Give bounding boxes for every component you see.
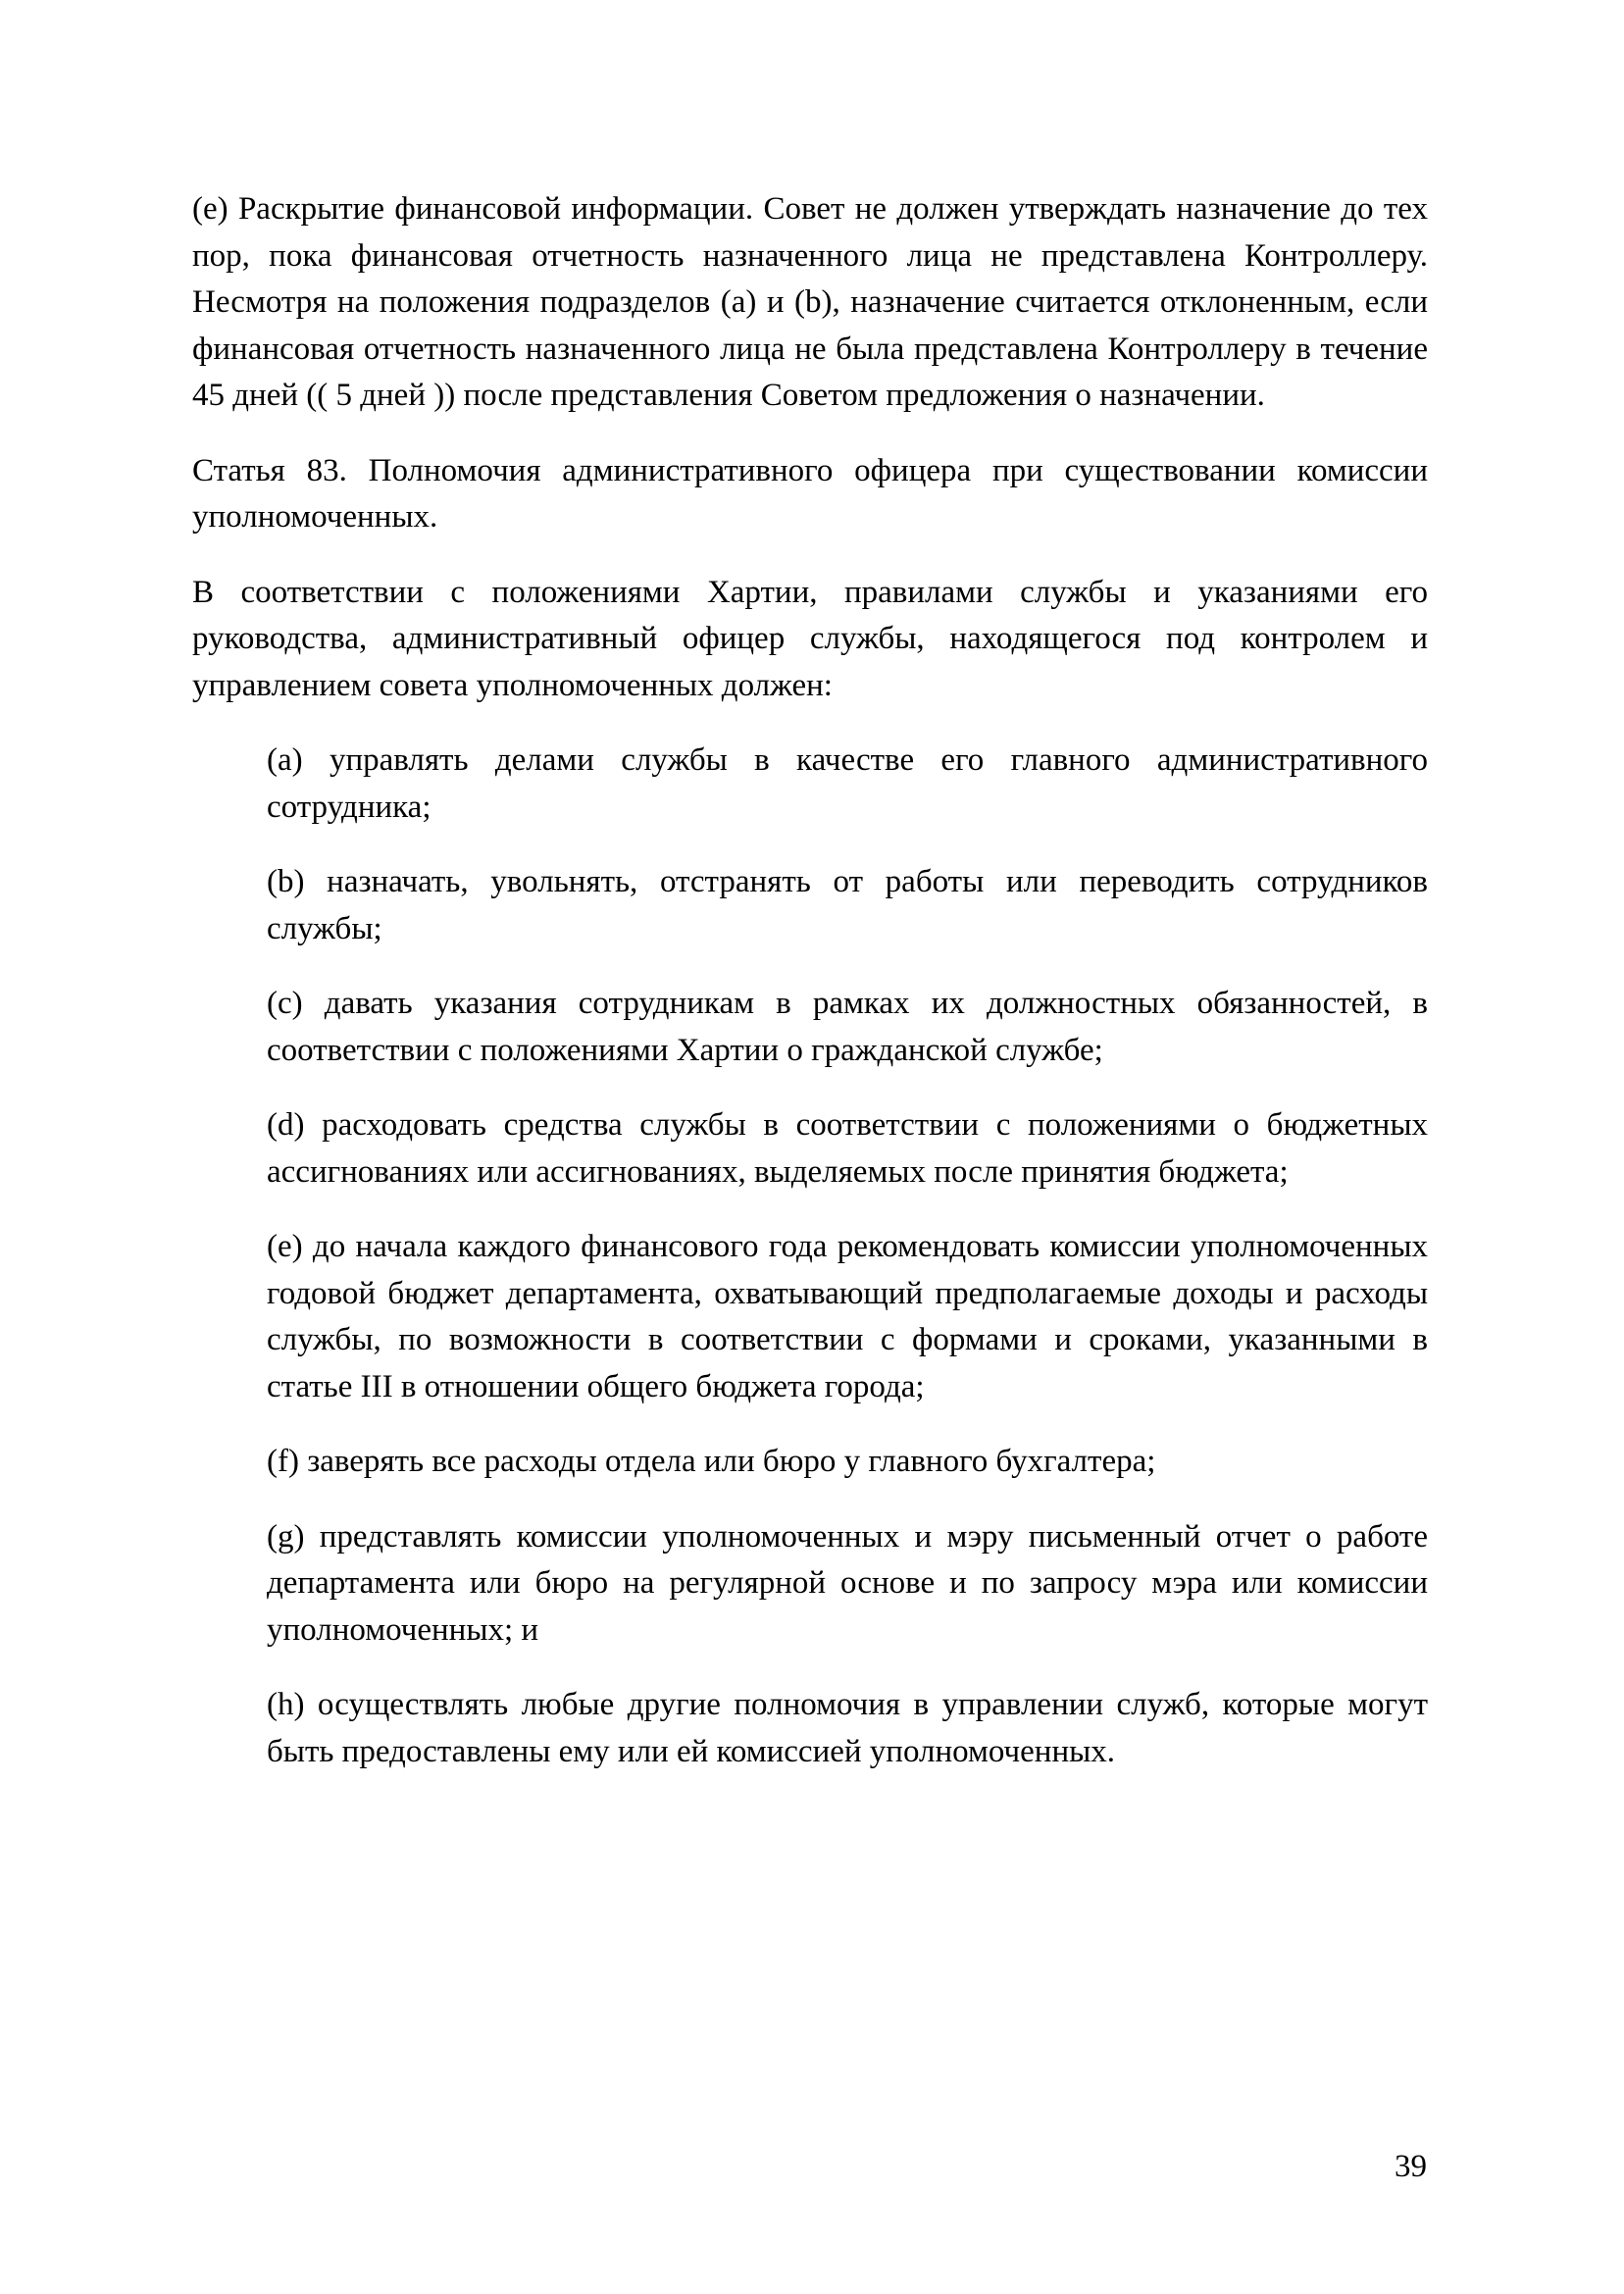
list-item-f: (f) заверять все расходы отдела или бюро у главного бухгалтера; — [267, 1444, 1156, 1479]
document-body — [192, 186, 1428, 1804]
list-item-e: (e) до начала каждого финансового года рекомендовать комиссии уполномоченных годовой бюджет департамента, охватывающий предполагаемые доходы и расходы службы, по возможности в соответствии с формами и сроками, указанными в статье III в отношении общего бюджета города; — [267, 1229, 1428, 1404]
paragraph-disclosure-clause: (e) Раскрытие финансовой информации. Совет не должен утверждать назначение до тех пор, пока финансовая отчетность назначенного лица не представлена Контроллеру. Несмотря на положения подразделов (a) и (b), назначение считается отклоненным, если финансовая отчетность назначенного лица не была представлена Контроллеру в течение 45 дней (( 5 дней )) после представления Советом предложения о назначении. — [192, 191, 1428, 413]
list-item-b: (b) назначать, увольнять, отстранять от работы или переводить сотрудников службы; — [267, 864, 1428, 946]
article-83-intro: В соответствии с положениями Хартии, правилами службы и указаниями его руководства, административный офицер службы, находящегося под контролем и управлением совета уполномоченных должен: — [192, 574, 1428, 703]
page-number: 39 — [1395, 2149, 1427, 2184]
list-item-d: (d) расходовать средства службы в соответствии с положениями о бюджетных ассигнованиях или ассигнованиях, выделяемых после принятия бюджета; — [267, 1107, 1428, 1190]
list-item-a: (a) управлять делами службы в качестве его главного административного сотрудника; — [267, 742, 1428, 825]
article-83-heading: Статья 83. Полномочия административного офицера при существовании комиссии уполномоченных. — [192, 452, 1428, 535]
list-item-c: (c) давать указания сотрудникам в рамках их должностных обязанностей, в соответствии с положениями Хартии о гражданской службе; — [267, 986, 1428, 1068]
list-item-h: (h) осуществлять любые другие полномочия в управлении служб, которые могут быть предоставлены ему или ей комиссией уполномоченных. — [267, 1687, 1428, 1769]
list-item-g: (g) представлять комиссии уполномоченных и мэру письменный отчет о работе департамента или бюро на регулярной основе и по запросу мэра или комиссии уполномоченных; и — [267, 1518, 1428, 1648]
